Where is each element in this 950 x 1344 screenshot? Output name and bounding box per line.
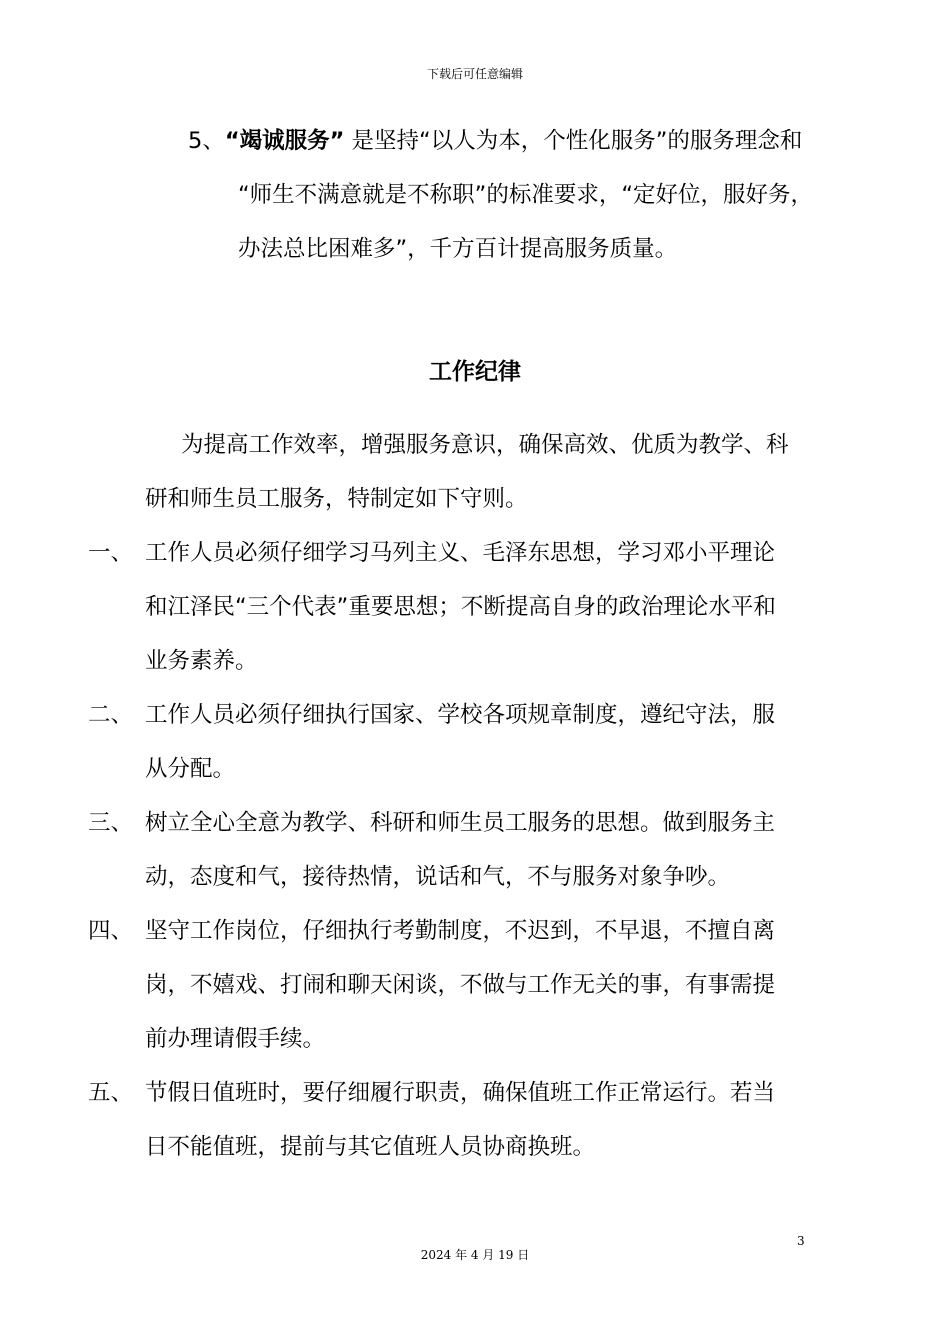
- intro-line-1: 为提高工作效率，增强服务意识，确保高效、优质为教学、科: [181, 432, 789, 458]
- rule-1-line-3: 业务素养。: [145, 648, 258, 674]
- page-header: 下载后可任意编辑: [426, 67, 523, 81]
- item5-line1: [188, 126, 802, 156]
- section-title: 工作纪律: [429, 359, 521, 385]
- page-number: 3: [797, 1234, 805, 1248]
- footer-date: 2024 年 4 月 19 日: [420, 1248, 530, 1262]
- rule-4-number: 四、: [88, 918, 134, 944]
- rule-3-number: 三、: [88, 810, 134, 836]
- rule-2-number: 二、: [88, 702, 134, 728]
- rule-5-number: 五、: [88, 1080, 134, 1106]
- rule-5-line-2: 日不能值班，提前与其它值班人员协商换班。: [145, 1134, 596, 1160]
- item5-line1-text: 是坚持“以人为本，个性化服务”的服务理念和: [344, 128, 803, 154]
- item5-bold-term: “竭诚服务”: [224, 128, 345, 154]
- intro-line-2: 研和师生员工服务，特制定如下守则。: [145, 486, 528, 512]
- rule-5-line-1: 节假日值班时，要仔细履行职责，确保值班工作正常运行。若当: [145, 1080, 776, 1106]
- rule-1-line-2: 和江泽民“三个代表”重要思想；不断提高自身的政治理论水平和: [145, 594, 776, 620]
- rule-3-line-2: 动，态度和气，接待热情，说话和气，不与服务对象争吵。: [145, 864, 731, 890]
- item5-number: 5、: [188, 128, 225, 154]
- rule-1-number: 一、: [88, 540, 134, 566]
- rule-2-line-2: 从分配。: [145, 756, 236, 782]
- item5-line2: “师生不满意就是不称职”的标准要求，“定好位，服好务，: [238, 182, 813, 208]
- rule-4-line-3: 前办理请假手续。: [145, 1026, 326, 1052]
- rule-1-line-1: 工作人员必须仔细学习马列主义、毛泽东思想，学习邓小平理论: [145, 540, 776, 566]
- rule-4-line-2: 岗，不嬉戏、打闹和聊天闲谈，不做与工作无关的事，有事需提: [145, 972, 776, 998]
- rule-2-line-1: 工作人员必须仔细执行国家、学校各项规章制度，遵纪守法，服: [145, 702, 776, 728]
- item5-line3: 办法总比困难多”，千方百计提高服务质量。: [238, 236, 678, 262]
- rule-4-line-1: 坚守工作岗位，仔细执行考勤制度，不迟到，不早退，不擅自离: [145, 918, 776, 944]
- rule-3-line-1: 树立全心全意为教学、科研和师生员工服务的思想。做到服务主: [145, 810, 776, 836]
